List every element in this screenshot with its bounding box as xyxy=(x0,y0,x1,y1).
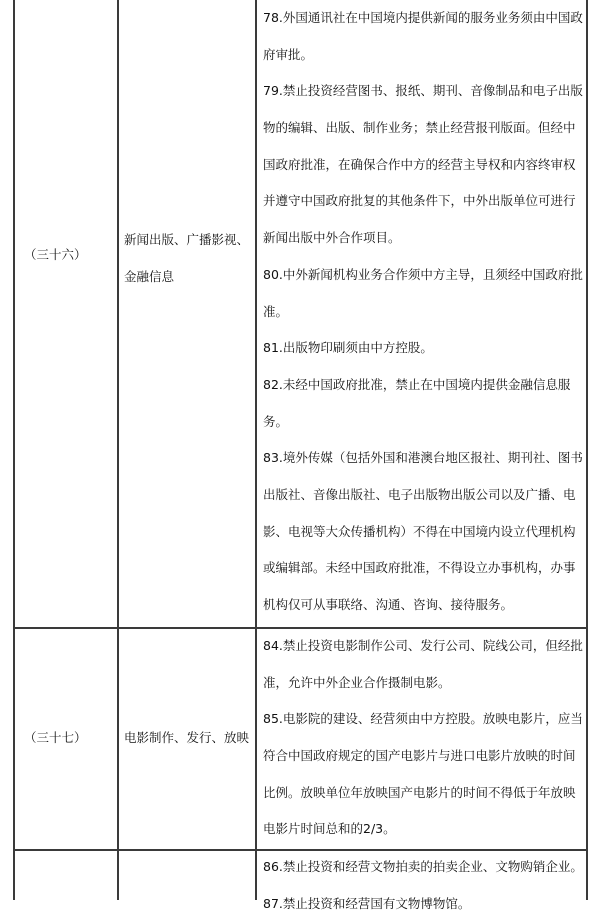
category-line: 金融信息 xyxy=(124,268,175,284)
content-line: 务。 xyxy=(263,413,289,429)
row-category xyxy=(124,222,249,295)
content-line: 81.出版物印刷须由中方控股。 xyxy=(263,340,433,356)
content-line: 出版社、音像出版社、电子出版物出版公司以及广播、电 xyxy=(263,486,576,502)
row-content xyxy=(263,628,583,848)
content-line: 电影片时间总和的2/3。 xyxy=(263,821,396,837)
content-line: 比例。放映单位年放映国产电影片的时间不得低于年放映 xyxy=(263,784,576,800)
content-line: 79.禁止投资经营图书、报纸、期刊、音像制品和电子出版 xyxy=(263,83,583,99)
content-line: 83.境外传媒（包括外国和港澳台地区报社、期刊社、图书 xyxy=(263,450,583,466)
content-line: 84.禁止投资电影制作公司、发行公司、院线公司，但经批 xyxy=(263,638,583,653)
content-line: 85.电影院的建设、经营须由中方控股。放映电影片，应当 xyxy=(263,711,583,727)
content-line: 准。 xyxy=(263,303,289,319)
content-line: 符合中国政府规定的国产电影片与进口电影片放映的时间 xyxy=(263,748,576,764)
column-divider xyxy=(255,0,257,900)
content-line: 78.外国通讯社在中国境内提供新闻的服务业务须由中国政 xyxy=(263,10,583,25)
content-line: 并遵守中国政府批复的其他条件下，中外出版单位可进行 xyxy=(263,193,576,209)
table-border-right xyxy=(586,0,588,900)
category-line: 电影制作、发行、放映 xyxy=(124,730,250,745)
content-line: 新闻出版中外合作项目。 xyxy=(263,230,401,246)
content-line: 影、电视等大众传播机构）不得在中国境内设立代理机构 xyxy=(263,523,576,539)
category-line: 新闻出版、广播影视、 xyxy=(124,232,250,247)
content-line: 机构仅可从事联络、沟通、咨询、接待服务。 xyxy=(263,597,514,612)
row-number: （三十七） xyxy=(24,730,87,745)
content-line: 82.未经中国政府批准，禁止在中国境内提供金融信息服 xyxy=(263,376,571,392)
content-line: 物的编辑、出版、制作业务；禁止经营报刊版面。但经中 xyxy=(263,120,576,136)
row-category xyxy=(124,720,249,757)
content-line: 府审批。 xyxy=(263,46,314,62)
content-line: 86.禁止投资和经营文物拍卖的拍卖企业、文物购销企业。 xyxy=(263,859,583,874)
row-content xyxy=(263,0,583,624)
content-line: 80.中外新闻机构业务合作须中方主导，且须经中国政府批 xyxy=(263,266,583,282)
content-line: 87.禁止投资和经营国有文物博物馆。 xyxy=(263,895,471,911)
content-line: 或编辑部。未经中国政府批准，不得设立办事机构，办事 xyxy=(263,560,576,576)
table-border-left xyxy=(13,0,15,900)
content-line: 国政府批准，在确保合作中方的经营主导权和内容终审权 xyxy=(263,156,576,172)
column-divider xyxy=(117,0,119,900)
content-line: 准，允许中外企业合作摄制电影。 xyxy=(263,674,451,690)
row-number: （三十六） xyxy=(24,247,87,262)
row-content xyxy=(263,849,583,922)
